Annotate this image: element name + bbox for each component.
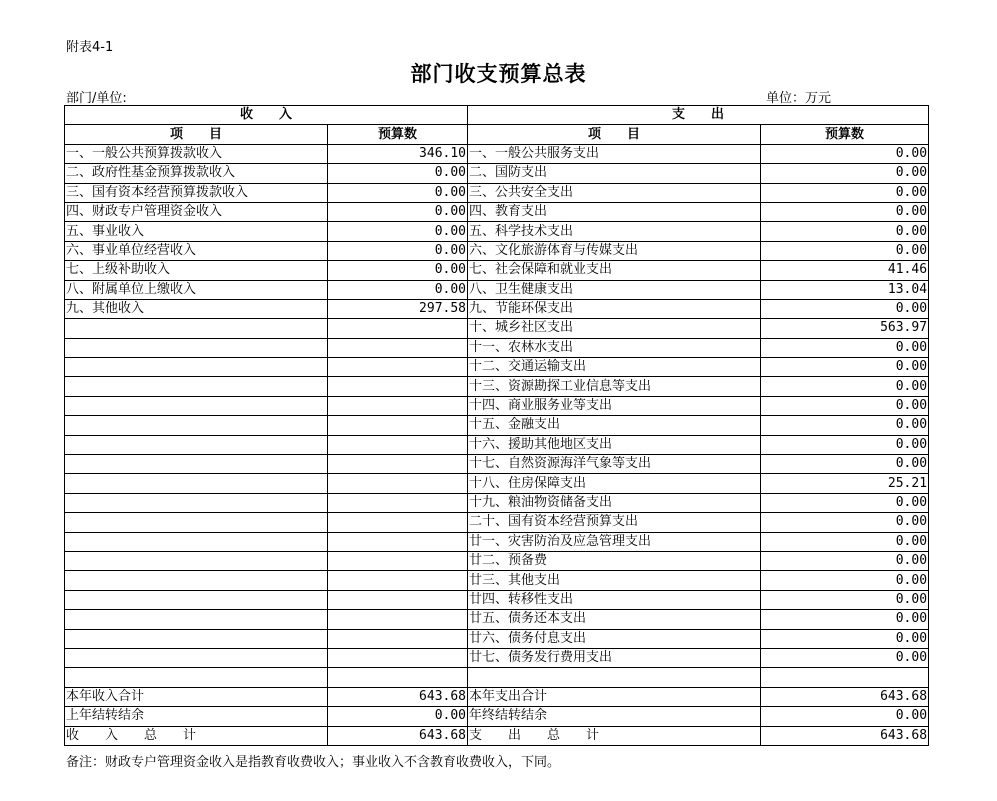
table-header-group xyxy=(65,106,929,125)
expense-item-cell: 十三、资源勘探工业信息等支出 xyxy=(468,377,761,396)
income-item-cell xyxy=(65,668,328,687)
income-item-cell: 收 入 总 计 xyxy=(65,726,328,745)
expense-budget-cell: 13.04 xyxy=(761,280,929,299)
income-budget-cell xyxy=(328,396,468,415)
income-budget-cell xyxy=(328,338,468,357)
expense-budget-cell: 41.46 xyxy=(761,261,929,280)
income-budget-cell: 0.00 xyxy=(328,241,468,260)
table-row xyxy=(65,377,929,396)
income-item-cell: 六、事业单位经营收入 xyxy=(65,241,328,260)
expense-item-cell: 一、一般公共服务支出 xyxy=(468,144,761,163)
expense-budget-cell: 0.00 xyxy=(761,610,929,629)
income-budget-cell xyxy=(328,513,468,532)
expense-budget-cell: 0.00 xyxy=(761,435,929,454)
income-budget-cell xyxy=(328,493,468,512)
table-row xyxy=(65,435,929,454)
income-item-cell xyxy=(65,319,328,338)
table-row xyxy=(65,299,929,318)
table-row xyxy=(65,164,929,183)
footnote: 备注：财政专户管理资金收入是指教育收费收入；事业收入不含教育收费收入，下同。 xyxy=(66,755,561,770)
expense-budget-cell: 0.00 xyxy=(761,183,929,202)
expense-budget-cell: 0.00 xyxy=(761,551,929,570)
expense-item-cell: 年终结转结余 xyxy=(468,707,761,726)
expense-item-cell: 廿一、灾害防治及应急管理支出 xyxy=(468,532,761,551)
income-budget-cell: 0.00 xyxy=(328,222,468,241)
income-header: 收 入 xyxy=(65,106,468,125)
table-row xyxy=(65,571,929,590)
income-budget-cell: 0.00 xyxy=(328,183,468,202)
income-item-cell: 四、财政专户管理资金收入 xyxy=(65,202,328,221)
department-label: 部门/单位: xyxy=(66,91,127,106)
expense-budget-cell: 0.00 xyxy=(761,590,929,609)
expense-item-cell xyxy=(468,668,761,687)
income-budget-cell xyxy=(328,474,468,493)
income-budget-cell: 0.00 xyxy=(328,164,468,183)
expense-item-cell: 十七、自然资源海洋气象等支出 xyxy=(468,455,761,474)
table-row xyxy=(65,687,929,706)
table-row xyxy=(65,726,929,745)
income-item-cell xyxy=(65,474,328,493)
expense-item-cell: 十四、商业服务业等支出 xyxy=(468,396,761,415)
income-item-cell xyxy=(65,435,328,454)
table-row xyxy=(65,493,929,512)
table-row xyxy=(65,513,929,532)
expense-budget-cell: 25.21 xyxy=(761,474,929,493)
income-budget-cell xyxy=(328,435,468,454)
table-row xyxy=(65,455,929,474)
income-budget-cell: 0.00 xyxy=(328,202,468,221)
income-item-cell xyxy=(65,513,328,532)
expense-item-cell: 廿六、债务付息支出 xyxy=(468,629,761,648)
expense-budget-cell: 0.00 xyxy=(761,513,929,532)
income-item-cell xyxy=(65,571,328,590)
expense-budget-cell: 0.00 xyxy=(761,416,929,435)
income-budget-cell xyxy=(328,668,468,687)
expense-item-cell: 十八、住房保障支出 xyxy=(468,474,761,493)
table-row xyxy=(65,532,929,551)
income-item-cell xyxy=(65,610,328,629)
expense-item-cell: 二、国防支出 xyxy=(468,164,761,183)
expense-budget-cell: 0.00 xyxy=(761,202,929,221)
table-row xyxy=(65,474,929,493)
table-row xyxy=(65,551,929,570)
income-item-header: 项 目 xyxy=(65,125,328,144)
expense-budget-header: 预算数 xyxy=(761,125,929,144)
expense-item-cell: 四、教育支出 xyxy=(468,202,761,221)
income-item-cell xyxy=(65,416,328,435)
income-budget-cell: 0.00 xyxy=(328,261,468,280)
expense-budget-cell: 0.00 xyxy=(761,571,929,590)
expense-budget-cell: 0.00 xyxy=(761,144,929,163)
income-budget-cell: 643.68 xyxy=(328,726,468,745)
budget-table-body xyxy=(65,106,929,746)
expense-item-cell: 十九、粮油物资储备支出 xyxy=(468,493,761,512)
expense-item-cell: 七、社会保障和就业支出 xyxy=(468,261,761,280)
income-item-cell: 八、附属单位上缴收入 xyxy=(65,280,328,299)
expense-item-cell: 八、卫生健康支出 xyxy=(468,280,761,299)
income-item-cell xyxy=(65,358,328,377)
expense-item-cell: 十五、金融支出 xyxy=(468,416,761,435)
expense-item-cell: 五、科学技术支出 xyxy=(468,222,761,241)
expense-budget-cell: 0.00 xyxy=(761,299,929,318)
income-budget-cell xyxy=(328,319,468,338)
expense-budget-cell: 0.00 xyxy=(761,338,929,357)
expense-item-cell: 十二、交通运输支出 xyxy=(468,358,761,377)
table-row xyxy=(65,338,929,357)
income-item-cell xyxy=(65,648,328,667)
income-budget-cell xyxy=(328,648,468,667)
table-row xyxy=(65,416,929,435)
expense-item-cell: 廿五、债务还本支出 xyxy=(468,610,761,629)
income-item-cell xyxy=(65,396,328,415)
expense-item-cell: 廿二、预备费 xyxy=(468,551,761,570)
table-row xyxy=(65,590,929,609)
expense-item-cell: 十一、农林水支出 xyxy=(468,338,761,357)
income-budget-cell xyxy=(328,455,468,474)
income-item-cell: 二、政府性基金预算拨款收入 xyxy=(65,164,328,183)
table-row xyxy=(65,241,929,260)
table-row xyxy=(65,202,929,221)
income-budget-cell xyxy=(328,532,468,551)
table-header-columns xyxy=(65,125,929,144)
income-budget-cell xyxy=(328,629,468,648)
unit-label: 单位：万元 xyxy=(766,91,832,106)
table-row xyxy=(65,280,929,299)
table-row xyxy=(65,629,929,648)
table-row xyxy=(65,610,929,629)
income-budget-cell xyxy=(328,551,468,570)
expense-item-cell: 支 出 总 计 xyxy=(468,726,761,745)
income-item-cell: 九、其他收入 xyxy=(65,299,328,318)
expense-budget-cell: 643.68 xyxy=(761,726,929,745)
expense-item-cell: 廿三、其他支出 xyxy=(468,571,761,590)
expense-budget-cell: 643.68 xyxy=(761,687,929,706)
table-row xyxy=(65,707,929,726)
income-budget-cell: 297.58 xyxy=(328,299,468,318)
table-row xyxy=(65,668,929,687)
income-budget-cell xyxy=(328,416,468,435)
table-row xyxy=(65,222,929,241)
income-budget-cell: 0.00 xyxy=(328,280,468,299)
income-budget-cell xyxy=(328,610,468,629)
income-item-cell xyxy=(65,377,328,396)
expense-budget-cell: 0.00 xyxy=(761,396,929,415)
expense-budget-cell xyxy=(761,668,929,687)
expense-item-cell: 廿七、债务发行费用支出 xyxy=(468,648,761,667)
income-item-cell: 三、国有资本经营预算拨款收入 xyxy=(65,183,328,202)
income-item-cell xyxy=(65,532,328,551)
expense-budget-cell: 0.00 xyxy=(761,164,929,183)
expense-item-cell: 三、公共安全支出 xyxy=(468,183,761,202)
expense-header: 支 出 xyxy=(468,106,929,125)
budget-table xyxy=(64,105,929,746)
income-item-cell xyxy=(65,455,328,474)
table-row xyxy=(65,319,929,338)
attachment-label: 附表4-1 xyxy=(66,40,114,55)
income-item-cell xyxy=(65,629,328,648)
expense-item-cell: 九、节能环保支出 xyxy=(468,299,761,318)
expense-budget-cell: 563.97 xyxy=(761,319,929,338)
expense-item-cell: 二十、国有资本经营预算支出 xyxy=(468,513,761,532)
table-row xyxy=(65,144,929,163)
expense-item-cell: 本年支出合计 xyxy=(468,687,761,706)
expense-item-header: 项 目 xyxy=(468,125,761,144)
income-budget-cell xyxy=(328,590,468,609)
income-budget-cell: 0.00 xyxy=(328,707,468,726)
income-item-cell xyxy=(65,338,328,357)
income-item-cell xyxy=(65,590,328,609)
income-budget-cell xyxy=(328,358,468,377)
table-row xyxy=(65,396,929,415)
income-item-cell: 上年结转结余 xyxy=(65,707,328,726)
page-title: 部门收支预算总表 xyxy=(410,62,587,86)
expense-budget-cell: 0.00 xyxy=(761,241,929,260)
income-item-cell xyxy=(65,551,328,570)
table-row xyxy=(65,358,929,377)
expense-item-cell: 十六、援助其他地区支出 xyxy=(468,435,761,454)
income-budget-cell: 346.10 xyxy=(328,144,468,163)
expense-budget-cell: 0.00 xyxy=(761,358,929,377)
expense-budget-cell: 0.00 xyxy=(761,532,929,551)
expense-budget-cell: 0.00 xyxy=(761,648,929,667)
table-row xyxy=(65,183,929,202)
expense-item-cell: 十、城乡社区支出 xyxy=(468,319,761,338)
expense-item-cell: 廿四、转移性支出 xyxy=(468,590,761,609)
income-item-cell: 七、上级补助收入 xyxy=(65,261,328,280)
expense-budget-cell: 0.00 xyxy=(761,377,929,396)
income-budget-cell xyxy=(328,377,468,396)
expense-budget-cell: 0.00 xyxy=(761,707,929,726)
income-item-cell: 一、一般公共预算拨款收入 xyxy=(65,144,328,163)
income-item-cell: 本年收入合计 xyxy=(65,687,328,706)
income-item-cell: 五、事业收入 xyxy=(65,222,328,241)
income-budget-cell xyxy=(328,571,468,590)
table-row xyxy=(65,648,929,667)
income-item-cell xyxy=(65,493,328,512)
income-budget-cell: 643.68 xyxy=(328,687,468,706)
expense-budget-cell: 0.00 xyxy=(761,455,929,474)
income-budget-header: 预算数 xyxy=(328,125,468,144)
table-row xyxy=(65,261,929,280)
expense-budget-cell: 0.00 xyxy=(761,222,929,241)
expense-budget-cell: 0.00 xyxy=(761,493,929,512)
expense-item-cell: 六、文化旅游体育与传媒支出 xyxy=(468,241,761,260)
expense-budget-cell: 0.00 xyxy=(761,629,929,648)
